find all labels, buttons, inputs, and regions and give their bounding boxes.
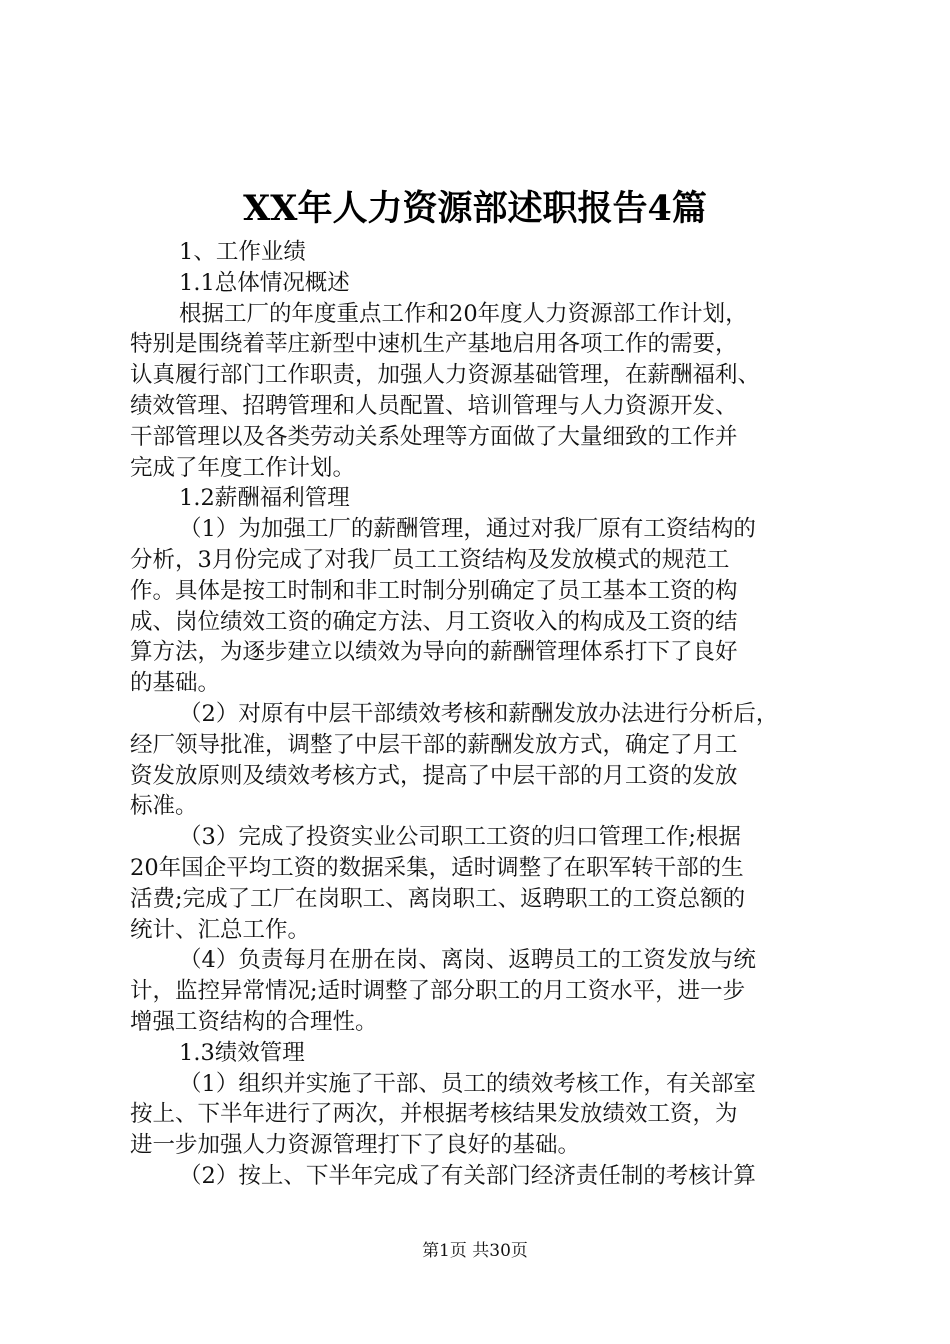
subsection-heading: 1.1总体情况概述 bbox=[179, 269, 350, 296]
paragraph-line: 干部管理以及各类劳动关系处理等方面做了大量细致的工作并 bbox=[130, 423, 738, 450]
subsection-heading: 1.3绩效管理 bbox=[179, 1039, 305, 1066]
paragraph-line: 统计、汇总工作。 bbox=[130, 916, 311, 943]
paragraph-line: 活费;完成了工厂在岗职工、离岗职工、返聘职工的工资总额的 bbox=[130, 885, 746, 912]
paragraph-line: 增强工资结构的合理性。 bbox=[130, 1008, 378, 1035]
paragraph-line: 进一步加强人力资源管理打下了良好的基础。 bbox=[130, 1132, 581, 1159]
subsection-heading: 1.2薪酬福利管理 bbox=[179, 485, 350, 512]
paragraph-line: 的基础。 bbox=[130, 670, 221, 697]
paragraph-line: 资发放原则及绩效考核方式，提高了中层干部的月工资的发放 bbox=[130, 762, 738, 789]
paragraph-line: （2）对原有中层干部绩效考核和薪酬发放办法进行分析后， bbox=[179, 700, 779, 727]
paragraph-line: （3）完成了投资实业公司职工工资的归口管理工作;根据 bbox=[179, 824, 741, 851]
paragraph-line: （2）按上、下半年完成了有关部门经济责任制的考核计算 bbox=[179, 1162, 756, 1189]
paragraph-line: 按上、下半年进行了两次，并根据考核结果发放绩效工资，为 bbox=[130, 1101, 738, 1128]
paragraph-line: 20年国企平均工资的数据采集，适时调整了在职军转干部的生 bbox=[130, 854, 744, 881]
section-heading: 1、工作业绩 bbox=[179, 239, 306, 265]
paragraph-line: 完成了年度工作计划。 bbox=[130, 454, 356, 481]
paragraph-line: 绩效管理、招聘管理和人员配置、培训管理与人力资源开发、 bbox=[130, 392, 738, 419]
paragraph-line: 认真履行部门工作职责，加强人力资源基础管理，在薪酬福利、 bbox=[130, 362, 761, 389]
paragraph-line: 成、岗位绩效工资的确定方法、月工资收入的构成及工资的结 bbox=[130, 608, 738, 635]
paragraph-line: 作。具体是按工时制和非工时制分别确定了员工基本工资的构 bbox=[130, 577, 738, 604]
paragraph-line: （4）负责每月在册在岗、离岗、返聘员工的工资发放与统 bbox=[179, 947, 756, 974]
paragraph-line: 根据工厂的年度重点工作和20年度人力资源部工作计划， bbox=[179, 300, 748, 327]
paragraph-line: 特别是围绕着莘庄新型中速机生产基地启用各项工作的需要， bbox=[130, 331, 738, 358]
page-number-footer: 第1页 共30页 bbox=[422, 1241, 528, 1261]
document-title: XX年人力资源部述职报告4篇 bbox=[243, 188, 707, 229]
paragraph-line: 计，监控异常情况;适时调整了部分职工的月工资水平，进一步 bbox=[130, 978, 746, 1005]
paragraph-line: 标准。 bbox=[130, 793, 198, 820]
paragraph-line: 算方法，为逐步建立以绩效为导向的薪酬管理体系打下了良好 bbox=[130, 639, 738, 666]
document-body bbox=[130, 237, 836, 1192]
paragraph-line: （1）为加强工厂的薪酬管理，通过对我厂原有工资结构的 bbox=[179, 516, 756, 543]
paragraph-line: 经厂领导批准，调整了中层干部的薪酬发放方式，确定了月工 bbox=[130, 731, 738, 758]
paragraph-line: 分析，3月份完成了对我厂员工工资结构及发放模式的规范工 bbox=[130, 546, 730, 573]
paragraph-line: （1）组织并实施了干部、员工的绩效考核工作，有关部室 bbox=[179, 1070, 756, 1097]
